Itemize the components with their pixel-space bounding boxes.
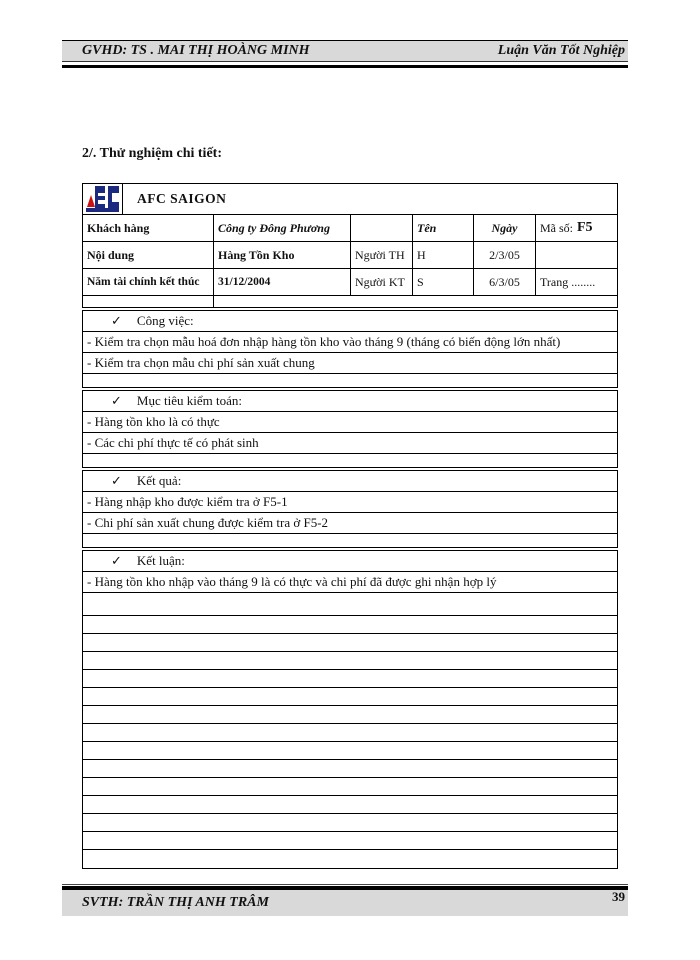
ruled-line [83,742,617,760]
check-icon: ✓ [111,313,122,328]
afc-logo-icon [86,186,120,213]
table-row [83,242,617,269]
label-ma-so: Mã số: [540,220,573,235]
table-row [83,184,617,215]
label-noi-dung: Nội dung [83,242,214,268]
ruled-line [83,634,617,652]
ruled-line [83,724,617,742]
list-item: - Các chi phí thực tế có phát sinh [83,433,617,454]
label-nguoi-th: Người TH [351,242,413,268]
header-band [62,40,628,61]
doc-title: 2/. Thử nghiệm chi tiết: [82,146,222,161]
section-header [83,391,617,412]
section-muc-tieu [82,390,618,468]
section-header [83,471,617,492]
header-right-text: Luận Văn Tốt Nghiệp [497,43,625,58]
header-rule [62,61,628,68]
table-row [83,269,617,296]
table-row [83,296,617,307]
section-header [83,311,617,332]
value-year-end: 31/12/2004 [214,269,351,295]
value-ma-so: F5 [577,220,593,235]
table-row [83,215,617,242]
list-item: - Chi phí sản xuất chung được kiểm tra ở F5-2 [83,513,617,534]
header-left-text: GVHD: TS . MAI THỊ HOÀNG MINH [82,43,310,58]
header-ten: Tên [413,215,474,241]
list-item: - Hàng tồn kho là có thực [83,412,617,433]
ruled-line [83,850,617,868]
section-title: Công việc: [136,313,194,328]
value-initial-th: H [413,242,474,268]
value-date-kt: 6/3/05 [474,269,536,295]
label-nguoi-kt: Người KT [351,269,413,295]
section-title: Kết quả: [136,473,182,488]
cell-empty [351,215,413,241]
ruled-line [83,454,617,467]
page-header [62,40,628,68]
label-khach-hang: Khách hàng [83,215,214,241]
section-ket-qua [82,470,618,548]
value-date-th: 2/3/05 [474,242,536,268]
label-nam-tai-chinh: Năm tài chính kết thúc [83,269,214,295]
check-icon: ✓ [111,393,122,408]
cell-empty [83,296,214,307]
ruled-line [83,534,617,547]
section-header [83,551,617,572]
value-initial-kt: S [413,269,474,295]
header-ngay: Ngày [474,215,536,241]
list-item: - Kiểm tra chọn mẫu hoá đơn nhập hàng tồn kho vào tháng 9 (tháng có biến động lớn nhất) [83,332,617,353]
check-icon: ✓ [111,473,122,488]
list-item: - Kiểm tra chọn mẫu chi phí sản xuất chung [83,353,617,374]
ruled-line [83,796,617,814]
section-cong-viec [82,310,618,388]
afc-logo [83,184,123,214]
footer-band [62,890,628,916]
ruled-line [83,670,617,688]
list-item: - Hàng tồn kho nhập vào tháng 9 là có thực và chi phí đã được ghi nhận hợp lý [83,572,617,593]
ruled-line [83,374,617,387]
section-ket-luan [82,550,618,869]
ruled-line [83,616,617,634]
ruled-line [83,706,617,724]
ruled-line [83,593,617,616]
list-item: - Hàng nhập kho được kiểm tra ở F5-1 [83,492,617,513]
footer-left-text: SVTH: TRẦN THỊ ANH TRÂM [82,895,269,910]
form-header-table [82,183,618,308]
page-footer [62,884,628,916]
ruled-line [83,652,617,670]
section-title: Kết luận: [136,553,185,568]
cell-empty [214,296,617,307]
ruled-line [83,778,617,796]
value-subject: Hàng Tồn Kho [214,242,351,268]
ruled-line [83,814,617,832]
ruled-line [83,832,617,850]
check-icon: ✓ [111,553,122,568]
value-client: Công ty Đông Phương [214,215,351,241]
working-paper [82,183,618,869]
brand-name: AFC SAIGON [137,191,227,206]
section-title: Mục tiêu kiểm toán: [136,393,242,408]
page-number: 39 [612,889,625,904]
label-trang: Trang ........ [540,274,596,289]
ruled-line [83,760,617,778]
cell-empty [536,242,617,268]
ruled-line [83,688,617,706]
cell-ma-so [536,215,617,241]
